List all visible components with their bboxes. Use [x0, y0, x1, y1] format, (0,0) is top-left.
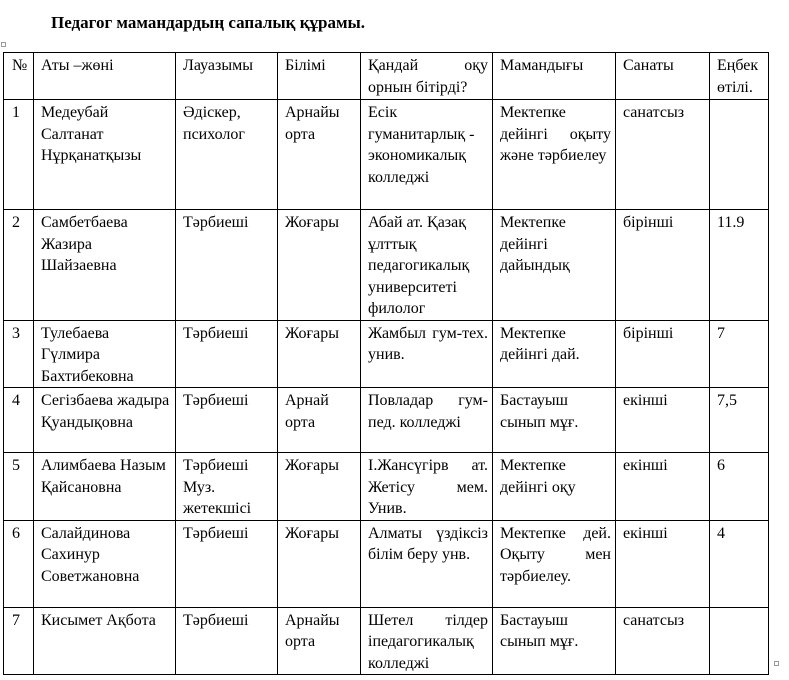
row-specialty: Бастауыш сынып мұғ. — [493, 607, 616, 675]
row-position: Тәрбиеші — [176, 210, 278, 321]
table-row — [4, 100, 769, 210]
header-name: Аты –жөні — [34, 53, 176, 100]
row-institution: І.Жансүгірв ат. Жетісу мем. Унив. — [361, 453, 493, 521]
header-education: Білімі — [278, 53, 361, 100]
row-number: 4 — [4, 388, 34, 453]
row-name: Кисымет Ақбота — [34, 607, 176, 675]
row-category: екінші — [616, 453, 710, 521]
table-row — [4, 388, 769, 453]
row-position: Тәрбиеші — [176, 520, 278, 607]
row-education: Арнай орта — [278, 388, 361, 453]
row-specialty: Мектепке дейінгі дай. — [493, 320, 616, 388]
header-experience: Еңбек өтілі. — [710, 53, 769, 100]
row-name: Салайдинова Сахинур Советжановна — [34, 520, 176, 607]
row-name: Сегізбаева жадыра Қуандықовна — [34, 388, 176, 453]
table-row — [4, 520, 769, 607]
row-position: Тәрбиеші — [176, 607, 278, 675]
row-category: бірінші — [616, 210, 710, 321]
row-name: Алимбаева Назым Қайсановна — [34, 453, 176, 521]
row-education: Жоғары — [278, 210, 361, 321]
row-position: Әдіскер, психолог — [176, 100, 278, 210]
row-education: Жоғары — [278, 453, 361, 521]
row-category: екінші — [616, 388, 710, 453]
row-number: 6 — [4, 520, 34, 607]
header-specialty: Мамандығы — [493, 53, 616, 100]
row-experience — [710, 607, 769, 675]
row-position: Тәрбиеші — [176, 388, 278, 453]
row-name: Самбетбаева Жазира Шайзаевна — [34, 210, 176, 321]
row-institution: Жамбыл гум-тех. унив. — [361, 320, 493, 388]
row-number: 5 — [4, 453, 34, 521]
row-specialty: Бастауыш сынып мұғ. — [493, 388, 616, 453]
row-number: 2 — [4, 210, 34, 321]
table-resize-handle[interactable] — [774, 661, 779, 666]
row-education: Жоғары — [278, 320, 361, 388]
row-name: Тулебаева Гүлмира Бахтибековна — [34, 320, 176, 388]
row-experience: 7,5 — [710, 388, 769, 453]
row-category: санатсыз — [616, 607, 710, 675]
document-title: Педагог мамандардың сапалық құрамы. — [51, 13, 366, 32]
row-specialty: Мектепке дейінгі дайындық — [493, 210, 616, 321]
row-education: Арнайы орта — [278, 607, 361, 675]
row-institution: Абай ат. Қазақ ұлттық педагогикалық университеті филолог — [361, 210, 493, 321]
row-experience: 11.9 — [710, 210, 769, 321]
row-experience: 4 — [710, 520, 769, 607]
row-specialty: Мектепке дейінгі оқыту және тәрбиелеу — [493, 100, 616, 210]
row-institution: Алматы үздіксіз білім беру унв. — [361, 520, 493, 607]
row-institution: Есік гуманитарлық - экономикалық колледжі — [361, 100, 493, 210]
header-category: Санаты — [616, 53, 710, 100]
row-number: 3 — [4, 320, 34, 388]
row-category: санатсыз — [616, 100, 710, 210]
row-experience — [710, 100, 769, 210]
row-education: Жоғары — [278, 520, 361, 607]
header-institution: Қандай оқу орнын бітірді? — [361, 53, 493, 100]
header-row — [4, 53, 769, 100]
table-row — [4, 607, 769, 675]
row-category: бірінші — [616, 320, 710, 388]
row-position: Тәрбиеші Муз. жетекшісі — [176, 453, 278, 521]
row-number: 7 — [4, 607, 34, 675]
staff-table — [3, 52, 769, 675]
table-row — [4, 210, 769, 321]
row-specialty: Мектепке дейінгі оқу — [493, 453, 616, 521]
row-experience: 7 — [710, 320, 769, 388]
row-number: 1 — [4, 100, 34, 210]
row-category: екінші — [616, 520, 710, 607]
row-position: Тәрбиеші — [176, 320, 278, 388]
row-specialty: Мектепке дей. Оқыту мен тәрбиелеу. — [493, 520, 616, 607]
table-row — [4, 453, 769, 521]
row-experience: 6 — [710, 453, 769, 521]
row-education: Арнайы орта — [278, 100, 361, 210]
table-move-handle[interactable] — [1, 42, 6, 47]
row-institution: Шетел тілдер іпедагогикалық колледжі — [361, 607, 493, 675]
header-number: № — [4, 53, 34, 100]
header-position: Лауазымы — [176, 53, 278, 100]
table-row — [4, 320, 769, 388]
row-institution: Повладар гум-пед. колледжі — [361, 388, 493, 453]
row-name: Медеубай Салтанат Нұрқанатқызы — [34, 100, 176, 210]
